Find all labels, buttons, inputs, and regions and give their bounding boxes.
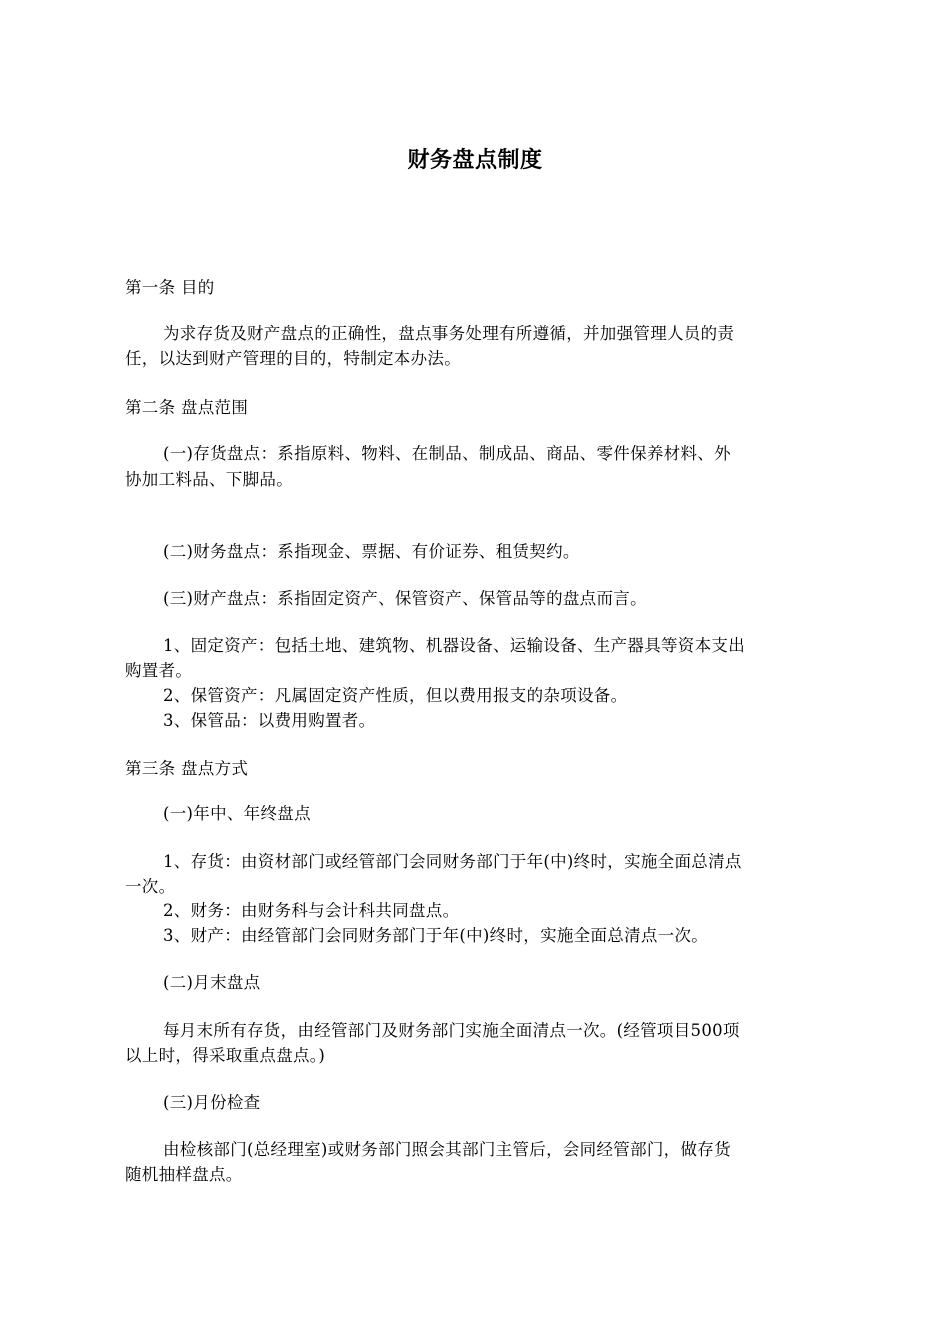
list-item-line: 购置者。: [125, 661, 193, 680]
paragraph-line: (二)财务盘点：系指现金、票据、有价证券、租赁契约。: [163, 542, 580, 561]
list-item-line: 1、固定资产：包括土地、建筑物、机器设备、运输设备、生产器具等资本支出: [163, 636, 745, 655]
paragraph-line: 协加工料品、下脚品。: [125, 470, 293, 489]
list-item-line: 3、财产：由经管部门会同财务部门于年(中)终时，实施全面总清点一次。: [163, 926, 709, 945]
paragraph-line: 由检核部门(总经理室)或财务部门照会其部门主管后，会同经管部门，做存货: [163, 1140, 731, 1159]
list-item-line: 2、保管资产：凡属固定资产性质，但以费用报支的杂项设备。: [163, 686, 628, 705]
subsection-heading: (三)月份检查: [163, 1093, 261, 1112]
paragraph-line: 随机抽样盘点。: [125, 1165, 243, 1184]
subsection-heading: (一)年中、年终盘点: [163, 804, 311, 823]
list-item-line: 2、财务：由财务科与会计科共同盘点。: [163, 901, 460, 920]
article-1-heading: 第一条 目的: [125, 278, 215, 297]
paragraph-line: 任，以达到财产管理的目的，特制定本办法。: [125, 349, 461, 368]
paragraph-line: 每月末所有存货，由经管部门及财务部门实施全面清点一次。(经管项目500项: [163, 1021, 740, 1040]
paragraph-line: 为求存货及财产盘点的正确性，盘点事务处理有所遵循，并加强管理人员的责: [163, 324, 735, 343]
article-3-heading: 第三条 盘点方式: [125, 759, 249, 778]
paragraph-line: (三)财产盘点：系指固定资产、保管资产、保管品等的盘点而言。: [163, 589, 647, 608]
list-item-line: 1、存货：由资材部门或经管部门会同财务部门于年(中)终时，实施全面总清点: [163, 852, 742, 871]
paragraph-line: (一)存货盘点：系指原料、物料、在制品、制成品、商品、零件保养材料、外: [163, 444, 731, 463]
subsection-heading: (二)月末盘点: [163, 973, 261, 992]
list-item-line: 一次。: [125, 877, 176, 896]
document-title: 财务盘点制度: [407, 148, 543, 173]
article-2-heading: 第二条 盘点范围: [125, 398, 249, 417]
paragraph-line: 以上时，得采取重点盘点。): [125, 1046, 326, 1065]
list-item-line: 3、保管品：以费用购置者。: [163, 711, 376, 730]
